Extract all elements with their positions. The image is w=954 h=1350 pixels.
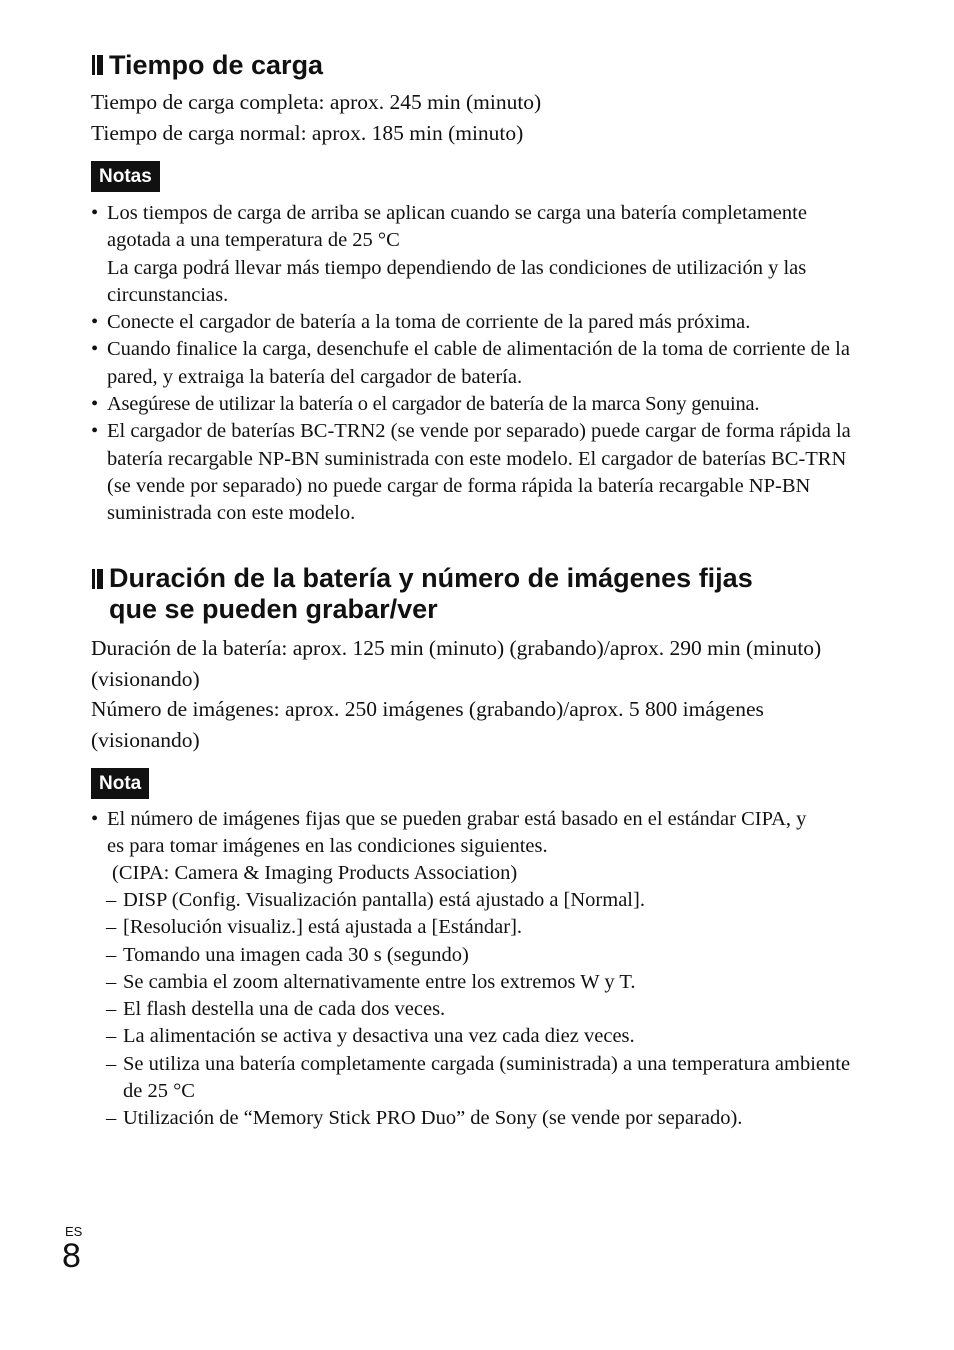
note-item <box>91 200 861 309</box>
condition-item: – Se cambia el zoom alternativamente entre los extremos W y T. <box>106 969 866 996</box>
note-continuation: La carga podrá llevar más tiempo dependiendo de las condiciones de utilización y las circunstancias. <box>107 256 807 306</box>
condition-item: – El flash destella una de cada dos veces. <box>106 996 866 1023</box>
note-list <box>91 806 811 861</box>
battery-life-text <box>91 633 851 755</box>
heading-text-line2: que se pueden grabar/ver <box>109 594 438 624</box>
heading-text-line1: Duración de la batería y número de imágenes fijas <box>109 563 753 593</box>
conditions-list <box>106 887 866 1133</box>
cipa-line <box>106 860 866 887</box>
note-item: • El número de imágenes fijas que se pueden grabar está basado en el estándar CIPA, y es para tomar imágenes en las condiciones siguientes. <box>91 806 811 861</box>
condition-item: – DISP (Config. Visualización pantalla) está ajustado a [Normal]. <box>106 887 866 914</box>
condition-item: – Se utiliza una batería completamente cargada (suministrada) a una temperatura ambiente de 25 °C <box>106 1051 866 1106</box>
note-badge: Nota <box>91 768 149 799</box>
condition-item: – La alimentación se activa y desactiva una vez cada diez veces. <box>106 1023 866 1050</box>
condition-item: – Utilización de “Memory Stick PRO Duo” de Sony (se vende por separado). <box>106 1105 866 1132</box>
charge-time-text <box>91 87 871 148</box>
condition-item: – [Resolución visualiz.] está ajustada a [Estándar]. <box>106 914 866 941</box>
charge-time-line: Tiempo de carga completa: aprox. 245 min (minuto) <box>91 90 542 114</box>
condition-item: – Tomando una imagen cada 30 s (segundo) <box>106 942 866 969</box>
note-item: • El cargador de baterías BC-TRN2 (se vende por separado) puede cargar de forma rápida la batería recargable NP-BN suministrada con este modelo. El cargador de baterías BC-TRN (se vende por separado) no puede cargar de forma rápida la batería recargable NP-BN suministrada con este modelo. <box>91 418 861 527</box>
cipa-text: (CIPA: Camera & Imaging Products Association) <box>112 862 518 884</box>
note-item: • Asegúrese de utilizar la batería o el cargador de batería de la marca Sony genuina. <box>91 391 861 418</box>
notes-badge: Notas <box>91 161 160 192</box>
notes-list <box>91 200 861 528</box>
language-code: ES <box>65 1224 83 1239</box>
note-text: Los tiempos de carga de arriba se aplican cuando se carga una batería completamente agotada a una temperatura de 25 °C <box>107 202 807 252</box>
note-item: • Cuando finalice la carga, desenchufe el cable de alimentación de la toma de corriente de la pared, y extraiga la batería del cargador de batería. <box>91 336 861 391</box>
charge-time-line: Tiempo de carga normal: aprox. 185 min (minuto) <box>91 120 524 145</box>
section-heading-charge-time <box>92 50 323 81</box>
battery-life-paragraph: Duración de la batería: aprox. 125 min (minuto) (grabando)/aprox. 290 min (minuto) (visionando) <box>91 636 822 691</box>
section-heading-battery-life <box>92 563 872 625</box>
page-number: 8 <box>62 1237 81 1275</box>
note-item: • Conecte el cargador de batería a la toma de corriente de la pared más próxima. <box>91 309 861 336</box>
heading-marker-icon <box>92 55 103 75</box>
heading-marker-icon <box>92 569 103 589</box>
image-count-paragraph: Número de imágenes: aprox. 250 imágenes (grabando)/aprox. 5 800 imágenes (visionando) <box>91 697 764 752</box>
heading-text: Tiempo de carga <box>109 50 324 80</box>
